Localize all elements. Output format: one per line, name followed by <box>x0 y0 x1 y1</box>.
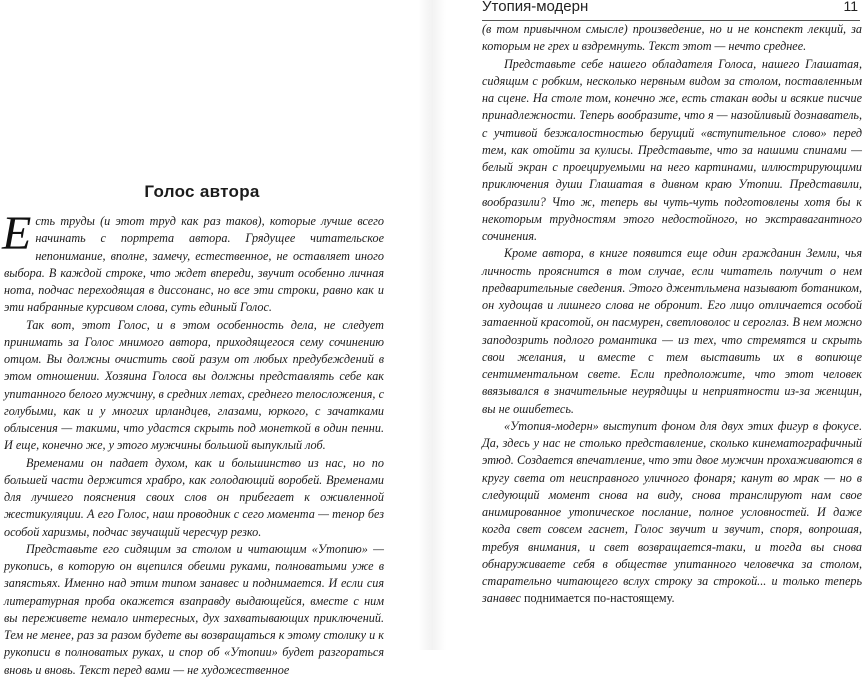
left-paragraph-4: Представьте его сидящим за столом и читающим «Утопию» — рукопись, в которую он вцепился обеими руками, полноватыми уже в запястьях. Именно над этим типом занавес и поднимается. И если сия литературная проба окажется взаправду выдающейся, вместе с ним вы переживете немало интересных, дух захватывающих приключений. Тем не менее, раз за разом будете вы возвращаться к этому столику и к рукописи в полноватых руках, и спор об «Утопии» будет разгораться вновь и вновь. Текст перед вами — не художественное <box>4 541 384 677</box>
page-number: 11 <box>843 0 858 14</box>
right-text-column <box>482 21 862 608</box>
left-paragraph-2: Так вот, этот Голос, и в этом особенность дела, не следует принимать за Голос мнимого автора, приходящегося сему сочинению отцом. Вы должны очистить свой разум от любых предубеждений в этом отношении. Хозяина Голоса вы должны представлять себе как упитанного белого мужчину, в средних летах, среднего телосложения, с голубыми, как и у многих ирландцев, глазами, юркого, с зачатками облысения — такими, что удастся скрыть под монеткой в один пенни. И еще, конечно же, у этого мужчины большой выпуклый лоб. <box>4 317 384 453</box>
running-title: Утопия-модерн <box>482 0 589 15</box>
running-head <box>482 0 860 21</box>
left-page <box>0 0 432 677</box>
left-paragraph-1 <box>2 207 384 317</box>
right-paragraph-1: (в том привычном смысле) произведение, но и не конспект лекций, за которым не грех и вздремнуть. Текст этот — нечто среднее. <box>482 22 862 54</box>
left-text-column <box>2 207 384 679</box>
drop-cap: Е <box>2 207 32 260</box>
right-paragraph-4-upright: поднимается по-настоящему. <box>520 591 675 606</box>
right-page <box>432 0 864 650</box>
right-paragraph-3: Кроме автора, в книге появится еще один гражданин Земли, чья личность прояснится в том случае, если читатель получит о нем предварительные сведения. Этого джентльмена называют ботаником, он худощав и лишнего слова не обронит. Его лицо отличается особой затаенной красотой, он пасмурен, светловолос и сероглаз. В нем можно заподозрить подлого романтика — из тех, что стремятся и скрыть свои желания, и вместе с тем выставить их в вопиюще сентиментальном свете. Если предположите, что этот человек ввязывался в значительные неурядицы и неприятности из-за женщин, вы не ошибетесь. <box>482 246 862 416</box>
left-paragraph-1-text: сть труды (и этот труд как раз таков), которые лучше всего начинать с портрета автора. Грядущее читательское непонимание, вполне, замечу, естественное, не оставляет иного выбора. В каждой строке, что ждет впереди, звучит особенно личная нота, подчас переходящая в диссонанс, но все эти строки, равно как и эти набранные курсивом слова, суть единый Голос. <box>4 214 384 315</box>
right-paragraph-2: Представьте себе нашего обладателя Голоса, нашего Глашатая, сидящим с робким, несколько нервным видом за столом, поставленным на сцене. На столе том, конечно же, есть стакан воды и всякие писчие принадлежности. Теперь вообразите, что я — назойливый дознаватель, с учтивой безжалостностью берущий «вступительное слово» перед тем, как отойти за кулисы. Представьте, что за нашими спинами — белый экран с проецируемыми на него картинами, иллюстрирующими приключения души Глашатая в дивном краю Утопии. Представили, вообразили? Что ж, теперь вы чуть-чуть подготовлены хотя бы к некоторым трудностям этого недостойного, но экстравагантного сочинения. <box>482 56 862 243</box>
left-paragraph-3: Временами он падает духом, как и большинство из нас, но по большей части держится храбро, как голодающий воробей. Временами для лучшего пояснения своих слов он прибегает к оживленной жестикуляции. А его Голос, наш проводник с сего момента — тенор без особой харизмы, подчас звучащий чересчур резко. <box>4 455 384 539</box>
right-paragraph-4 <box>482 418 862 608</box>
chapter-title: Голос автора <box>144 182 260 201</box>
right-paragraph-4-italic: «Утопия-модерн» выступит фоном для двух этих фигур в фокусе. Да, здесь у нас не столько представление, сколько кинематографичный этюд. Создается впечатление, что эти двое мужчин прохаживаются в кругу света от неисправного уличного фонаря; канут во мрак — но в следующий момент снова на виду, снова транслируют нам свое анимированное утопическое послание, полное условностей. И даже когда свет совсем гаснет, Голос звучит и звучит, споря, вопрошая, требуя внимания, и свет возвращается-таки, и тогда вы снова обнаруживаете себя в обществе упитанного человечка за столом, старательно читающего вслух строку за строкой... и только теперь занавес <box>482 418 862 606</box>
